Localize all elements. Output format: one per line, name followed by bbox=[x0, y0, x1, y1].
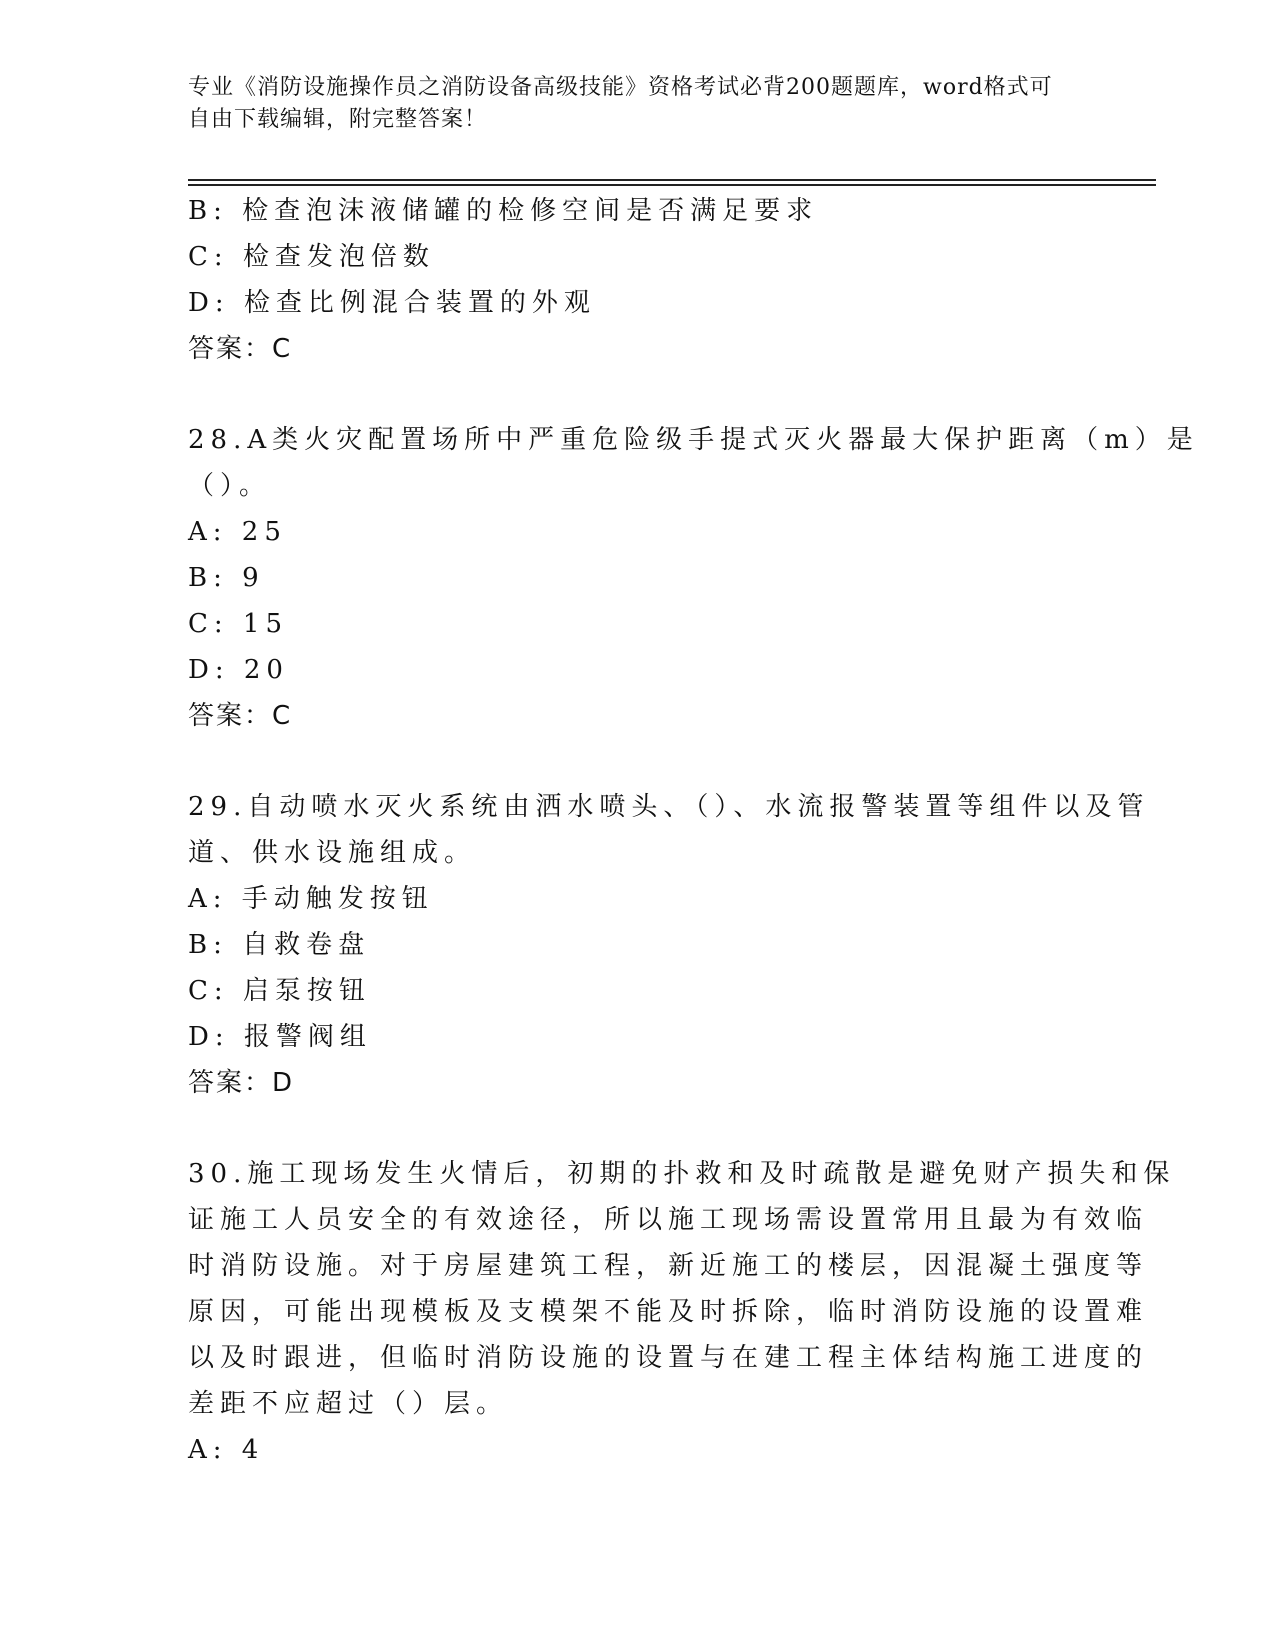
option-a: A: 4 bbox=[188, 1435, 265, 1465]
option-a: A: 手动触发按钮 bbox=[188, 884, 434, 914]
question-30 bbox=[188, 1151, 1176, 1473]
question-list bbox=[188, 188, 1199, 1473]
question-stem-line: 30.施工现场发生火情后，初期的扑救和及时疏散是避免财产损失和保 bbox=[188, 1159, 1176, 1189]
question-28 bbox=[188, 417, 1199, 739]
question-stem-line: （）。 bbox=[188, 471, 272, 501]
option-d: D: 检查比例混合装置的外观 bbox=[188, 288, 596, 318]
option-b: B: 检查泡沫液储罐的检修空间是否满足要求 bbox=[188, 196, 819, 226]
option-d: D: 报警阀组 bbox=[188, 1022, 372, 1052]
option-c: C: 15 bbox=[188, 609, 289, 639]
option-c: C: 启泵按钮 bbox=[188, 976, 371, 1006]
question-stem-line: 道、供水设施组成。 bbox=[188, 838, 477, 868]
answer: 答案：C bbox=[188, 701, 293, 731]
question-stem-line: 以及时跟进，但临时消防设施的设置与在建工程主体结构施工进度的 bbox=[188, 1343, 1149, 1373]
option-a: A: 25 bbox=[188, 517, 287, 547]
option-b: B: 9 bbox=[188, 563, 265, 593]
option-b: B: 自救卷盘 bbox=[188, 930, 371, 960]
option-d: D: 20 bbox=[188, 655, 289, 685]
question-stem-line: 证施工人员安全的有效途径，所以施工现场需设置常用且最为有效临 bbox=[188, 1205, 1149, 1235]
question-stem-line: 时消防设施。对于房屋建筑工程，新近施工的楼层，因混凝土强度等 bbox=[188, 1251, 1149, 1281]
question-29 bbox=[188, 784, 1150, 1106]
question-stem-line: 差距不应超过（）层。 bbox=[188, 1389, 509, 1419]
header-rule-top bbox=[188, 179, 1156, 181]
header-rule-bottom bbox=[188, 184, 1156, 186]
question-27-tail bbox=[188, 188, 1088, 372]
question-stem-line: 29.自动喷水灭火系统由洒水喷头、（）、水流报警装置等组件以及管 bbox=[188, 792, 1150, 822]
question-stem-line: 28.A类火灾配置场所中严重危险级手提式灭火器最大保护距离（m）是 bbox=[188, 425, 1199, 455]
question-stem-line: 原因，可能出现模板及支模架不能及时拆除，临时消防设施的设置难 bbox=[188, 1297, 1149, 1327]
answer: 答案：D bbox=[188, 1068, 295, 1098]
answer: 答案：C bbox=[188, 334, 293, 364]
document-header: 专业《消防设施操作员之消防设备高级技能》资格考试必背200题题库，word格式可自由下载编辑，附完整答案！ bbox=[188, 75, 1053, 132]
option-c: C: 检查发泡倍数 bbox=[188, 242, 435, 272]
